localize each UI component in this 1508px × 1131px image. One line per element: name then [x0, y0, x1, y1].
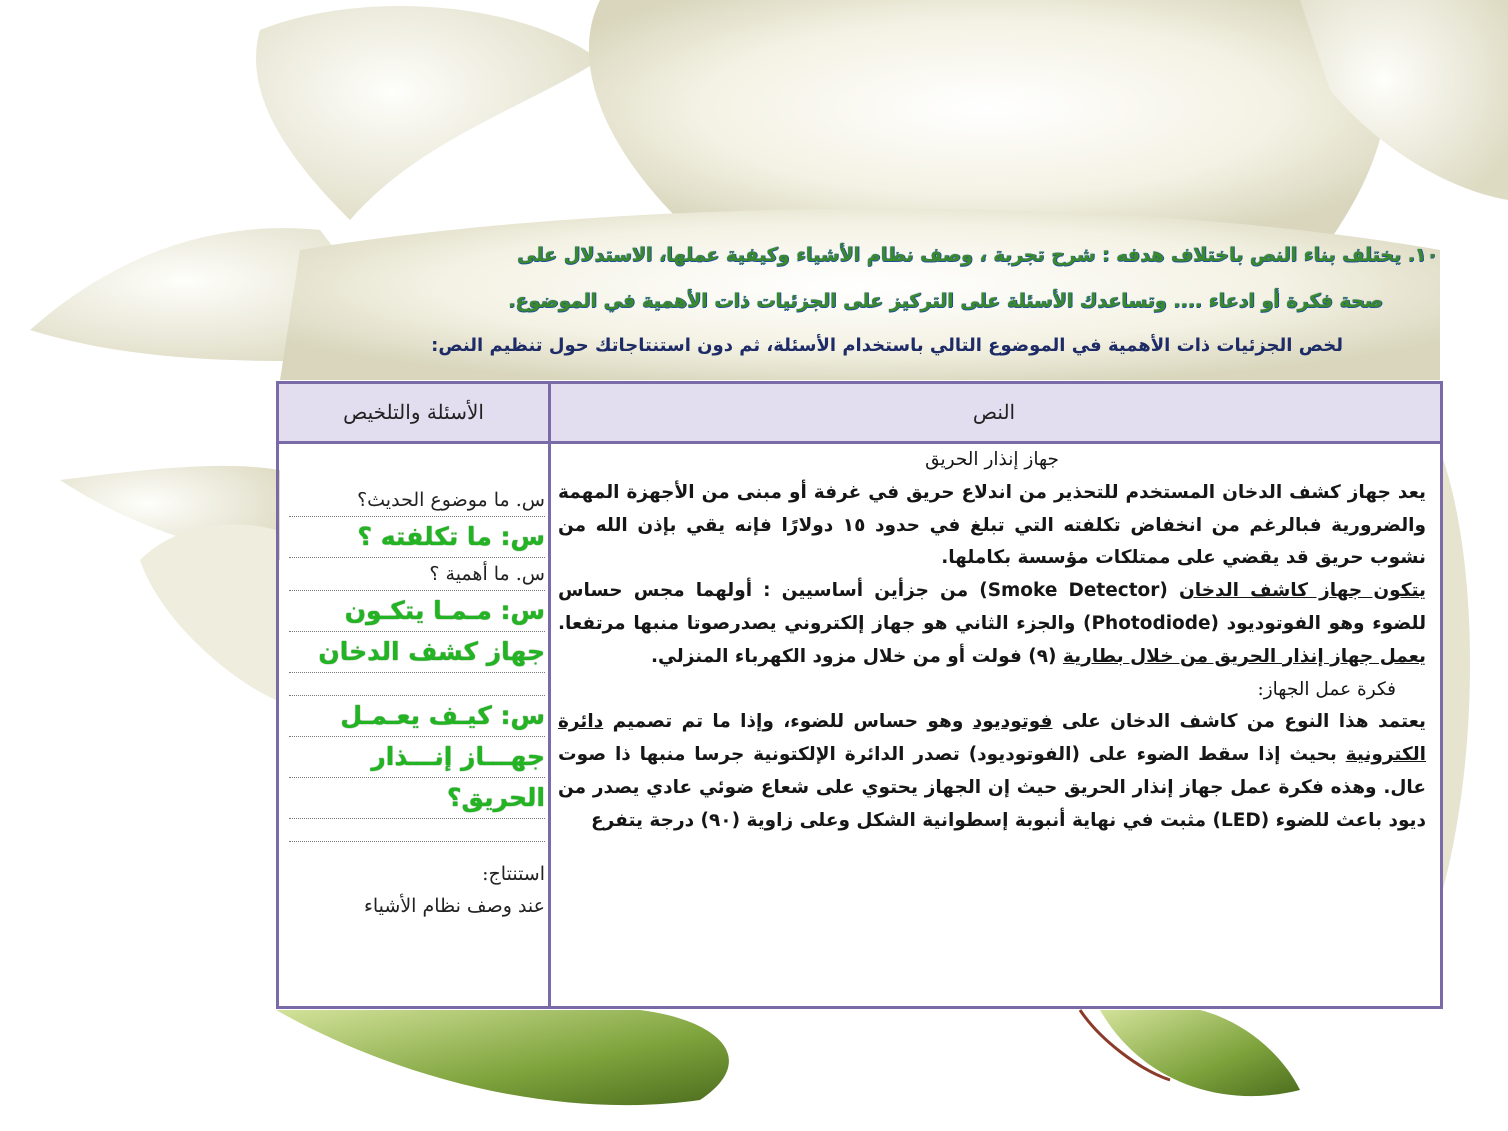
passage [558, 444, 1426, 1004]
passage-text: بحيث إذا سقط الضوء على (الفوتوديود) تصدر الدائرة الإلكتونية جرسا منبها ذا صوت عال. وهذه فكرة عمل جهاز إنذار الحريق حيث إن الجهاز يحتوي على شعاع ضوئي عادي يصدر من ديود باعث للضوء (LED) مثبت في نهاية أنبوبة إسطوانية الشكل وعلى زاوية (٩٠) درجة يتفرع [558, 744, 1426, 831]
answer-components [289, 591, 545, 673]
answer-line: جهـــاز إنـــذار [289, 737, 545, 778]
header-questions-column: الأسئلة والتلخيص [343, 400, 484, 424]
question-importance: س. ما أهمية ؟ [289, 558, 545, 591]
instruction-line-3: لخص الجزئيات ذات الأهمية في الموضوع التالي باستخدام الأسئلة، ثم دون استنتاجاتك حول تنظيم النص: [431, 335, 1343, 356]
passage-text: وهو حساس للضوء، وإذا ما تم تصميم [603, 711, 973, 733]
header-text-column: النص [972, 400, 1016, 424]
passage-subtitle: فكرة عمل الجهاز: [1257, 678, 1396, 700]
column-divider [548, 384, 551, 1006]
answer-how-it-works [289, 696, 545, 819]
table-header [279, 384, 1440, 444]
blank-line [289, 673, 545, 696]
conclusion-label: استنتاج: [482, 863, 545, 885]
instructions [258, 232, 1438, 368]
passage-paragraph-3 [558, 706, 1426, 837]
underlined-phrase: دائرة الكترونية [558, 711, 1426, 766]
answer-line: الحريق؟ [289, 778, 545, 819]
instruction-line-1: ١٠. يختلف بناء النص باختلاف هدفه : شرح تجربة ، وصف نظام الأشياء وكيفية عملها، الاستدلال على [517, 244, 1438, 266]
underlined-phrase: يعمل جهاز إنذار الحريق من خلال بطارية [1062, 645, 1426, 667]
passage-text: (Smoke Detector) من جزأين أساسيين : أولهما مجس حساس للضوء وهو الفوتوديود (Photodiode) والجزء الثاني هو جهاز إلكتروني يصدرصوتا منبها مرتفعا. [558, 580, 1427, 634]
answer-line: س: مـمـا يتكـون [289, 591, 545, 632]
answer-line: س: كيـف يعـمـل [289, 696, 545, 737]
answer-line: س: ما تكلفته ؟ [289, 517, 545, 558]
underlined-phrase: يتكون جهاز كاشف الدخان [1178, 580, 1426, 602]
passage-paragraph-1: يعد جهاز كشف الدخان المستخدم للتحذير من اندلاع حريق في غرفة أو مبنى من الأجهزة المهمة والضرورية فبالرغم من انخفاض تكلفته التي تبلغ في حدود ١٥ دولارًا فإنه يقي بإذن الله من نشوب حريق قد يقضي على ممتلكات مؤسسة بكاملها. [558, 481, 1426, 569]
conclusion-text: عند وصف نظام الأشياء [363, 895, 545, 917]
answer-cost [289, 517, 545, 558]
question-topic: س. ما موضوع الحديث؟ [289, 484, 545, 517]
underlined-phrase: فوتوديود [972, 711, 1053, 733]
answer-line: جهاز كشف الدخان [289, 632, 545, 673]
passage-text: (٩) فولت أو من خلال مزود الكهرباء المنزلي. [651, 645, 1063, 667]
passage-paragraph-2 [558, 575, 1426, 673]
instruction-line-2: صحة فكرة أو ادعاء .... وتساعدك الأسئلة على التركيز على الجزئيات ذات الأهمية في الموضوع. [508, 290, 1383, 312]
passage-text: يعتمد هذا النوع من كاشف الدخان على [1052, 711, 1427, 733]
passage-title: جهاز إنذار الحريق [925, 449, 1059, 470]
questions-column [289, 444, 545, 1004]
blank-line [289, 819, 545, 842]
summary-table [276, 381, 1443, 1009]
